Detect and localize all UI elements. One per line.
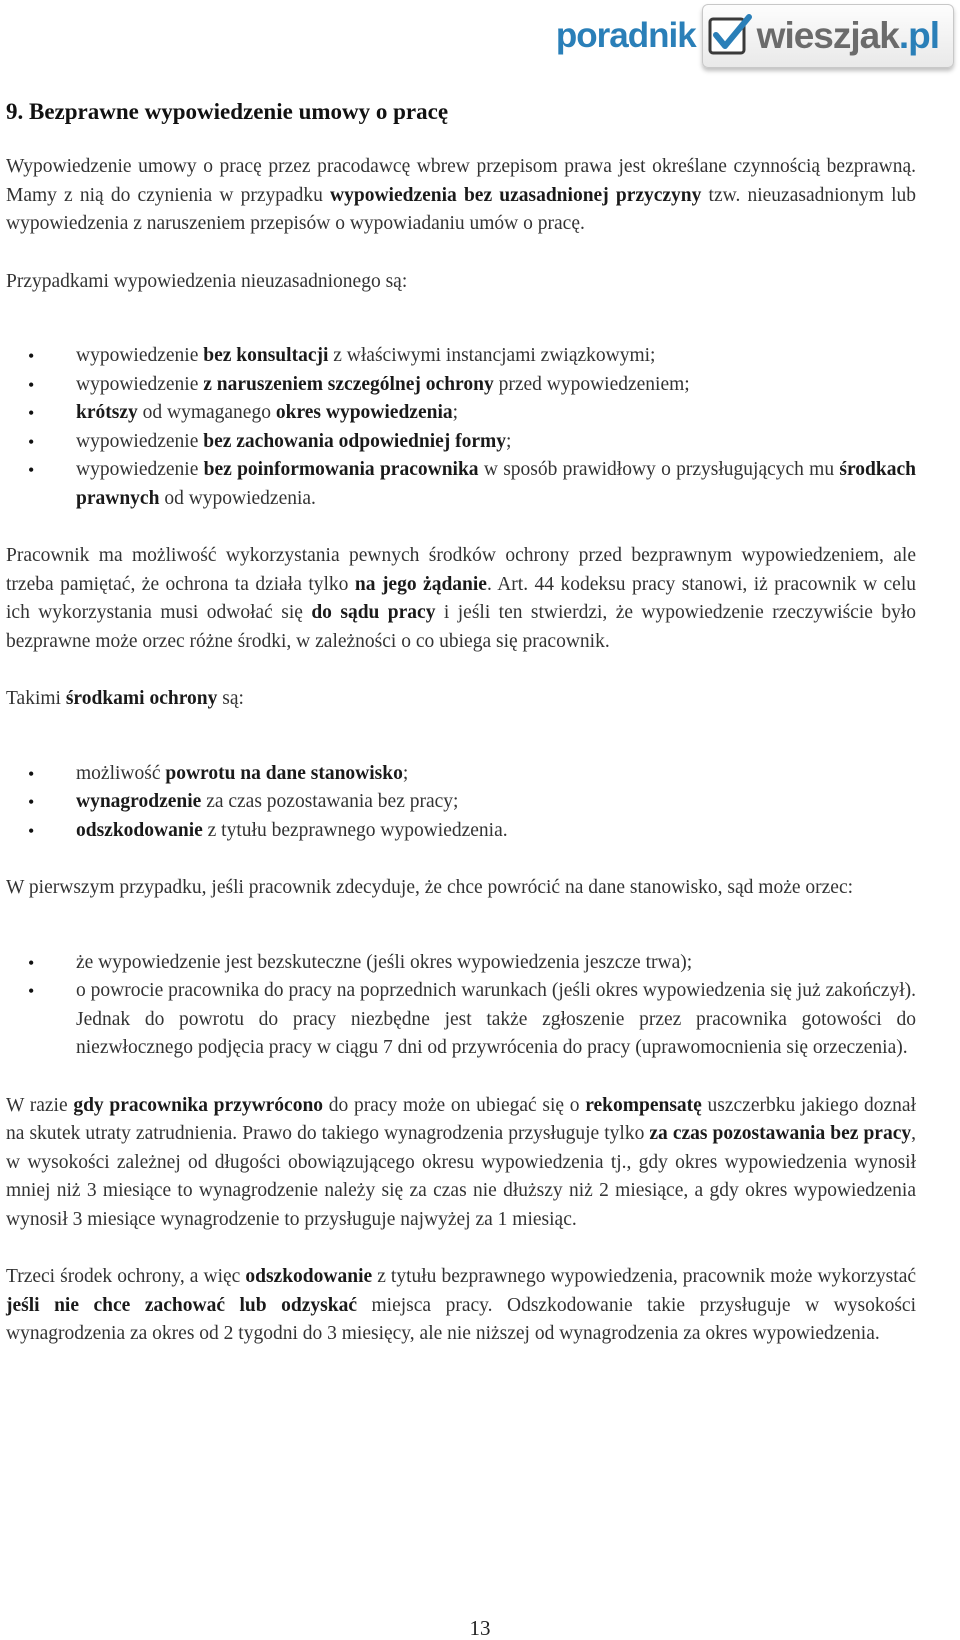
text-run: , w wysokości zależnej od długości obowiązującego okresu wypowiedzenia tj., gdy okres wypowiedzenia wynosił mniej niż 3 miesiące to wynagrodzenie należy się za czas nie dłuższy niż 2 miesiące, a gdy okres wypowiedzenia wynosił 3 miesiące wynagrodzenie to przysługuje najwyżej za 1 miesiąc.: [6, 1123, 916, 1230]
section-heading: 9. Bezprawne wypowiedzenie umowy o pracę: [6, 99, 449, 124]
bold-text: odszkodowanie: [245, 1266, 373, 1287]
list-item: [76, 456, 916, 513]
paragraph-compensation: [6, 1092, 916, 1235]
list-item: [76, 428, 916, 457]
text-run: od wypowiedzenia.: [159, 487, 316, 509]
list-item: [76, 371, 916, 400]
text-run: ;: [452, 402, 459, 423]
list-item: [76, 760, 916, 789]
bold-text: za czas pozostawania bez pracy: [649, 1123, 912, 1144]
bold-text: okres wypowiedzenia: [275, 402, 453, 423]
text-run: W razie: [6, 1094, 74, 1116]
text-run: Takimi: [6, 688, 66, 709]
text-run: ;: [506, 430, 512, 452]
text-run: . Art. 44 kodeksu pracy stanowi, iż pracownik w celu ich wykorzystania musi odwołać się: [6, 573, 916, 623]
bold-text: bez konsultacji: [203, 345, 329, 366]
bold-text: wynagrodzenie: [76, 791, 202, 812]
page-number: 13: [469, 1616, 491, 1640]
paragraph-first-case: W pierwszym przypadku, jeśli pracownik zdecyduje, że chce powrócić na dane stanowisko, sąd może orzec:: [6, 877, 854, 898]
paragraph-cases-lead: Przypadkami wypowiedzenia nieuzasadnionego są:: [6, 270, 408, 292]
list-item: [76, 949, 916, 978]
bold-text: krótszy: [76, 402, 138, 423]
article-content: [6, 98, 916, 1378]
text-run: Wypowiedzenie umowy o pracę przez pracodawcę wbrew przepisom prawa jest określane czynnością bezprawną. Mamy z nią do czynienia w przypadku: [6, 156, 916, 206]
text-run: z właściwymi instancjami związkowymi;: [328, 345, 656, 366]
list-remedies: [6, 760, 916, 846]
text-run: do pracy może on ubiegać się o: [323, 1094, 586, 1116]
bold-text: jeśli nie chce zachować lub odzyskać: [6, 1294, 357, 1316]
text-run: Pracownik ma możliwość wykorzystania pewnych środków ochrony przed bezprawnym wypowiedzeniem, ale trzeba pamiętać, że ochrona ta działa tylko: [6, 545, 916, 595]
text-run: uszczerbku jakiego doznał na skutek utraty zatrudnienia. Prawo do takiego wynagrodzenia przysługuje tylko: [6, 1094, 917, 1144]
list-item: [76, 977, 916, 1063]
list-item: [76, 817, 916, 846]
text-run: ;: [402, 762, 409, 784]
logo-text-wieszjak: wieszjak.pl: [756, 15, 939, 56]
text-run: możliwość: [76, 762, 166, 784]
paragraph-intro: [6, 153, 916, 239]
text-run: miejsca pracy. Odszkodowanie takie przysługuje w wysokości wynagrodzenia za okres od 2 tygodni do 3 miesięcy, ale nie niższej od wynagrodzenia za okres wypowiedzenia.: [6, 1294, 916, 1344]
text-run: są:: [217, 688, 244, 709]
bold-text: bez zachowania odpowiedniej formy: [203, 430, 507, 452]
site-logo[interactable]: [556, 2, 954, 70]
paragraph-damages: [6, 1263, 916, 1349]
list-item: [76, 342, 916, 371]
bold-text: z naruszeniem szczególnej ochrony: [203, 373, 494, 395]
text-run: tzw. nieuzasadnionym lub wypowiedzenia z naruszeniem przepisów o wypowiadaniu umów o pracę.: [6, 184, 917, 234]
bold-text: rekompensatę: [585, 1094, 702, 1116]
text-run: z tytułu bezprawnego wypowiedzenia, pracownik może wykorzystać: [372, 1266, 917, 1287]
bold-text: odszkodowanie: [76, 819, 203, 841]
list-item: [76, 399, 916, 428]
logo-badge: [702, 4, 954, 68]
logo-text-poradnik: poradnik: [555, 16, 696, 55]
text-run: wypowiedzenie: [76, 373, 204, 395]
text-run: wypowiedzenie: [76, 430, 204, 452]
text-run: Trzeci środek ochrony, a więc: [6, 1266, 246, 1287]
text-run: od wymaganego: [137, 402, 276, 423]
bold-text: gdy pracownika przywrócono: [73, 1094, 324, 1116]
checkmark-icon: [707, 13, 753, 59]
text-run: z tytułu bezprawnego wypowiedzenia.: [202, 819, 508, 841]
bold-text: do sądu pracy: [311, 602, 436, 623]
list-court-orders: [6, 949, 916, 1063]
list-unjustified-cases: [6, 342, 916, 513]
list-item: [76, 788, 916, 817]
text-run: za czas pozostawania bez pracy;: [201, 791, 459, 812]
text-run: i jeśli ten stwierdzi, że wypowiedzenie rzeczywiście było bezprawne może orzec różne środki, w zależności o co ubiega się pracownik.: [6, 602, 917, 652]
text-run: że wypowiedzenie jest bezskuteczne (jeśli okres wypowiedzenia jeszcze trwa);: [76, 951, 693, 973]
bold-text: bez poinformowania pracownika: [203, 459, 479, 480]
text-run: wypowiedzenie: [76, 459, 204, 480]
bold-text: środkach prawnych: [76, 459, 916, 509]
text-run: o powrocie pracownika do pracy na poprzednich warunkach (jeśli okres wypowiedzenia się już zakończył). Jednak do powrotu do pracy niezbędne jest także zgłoszenie przez pracownika gotowości do niezwłocznego podjęcia pracy w ciągu 7 dni od przywrócenia do pracy (uprawomocnienia się orzeczenia).: [76, 980, 916, 1058]
paragraph-remedies-lead: [6, 685, 916, 714]
text-run: w sposób prawidłowy o przysługujących mu: [478, 459, 840, 480]
paragraph-protection: [6, 542, 916, 656]
text-run: wypowiedzenie: [76, 345, 204, 366]
bold-text: na jego żądanie: [354, 573, 487, 595]
text-run: przed wypowiedzeniem;: [493, 373, 690, 395]
bold-text: powrotu na dane stanowisko: [165, 762, 403, 784]
bold-text: wypowiedzenia bez uzasadnionej przyczyny: [330, 184, 702, 206]
bold-text: środkami ochrony: [65, 688, 218, 709]
